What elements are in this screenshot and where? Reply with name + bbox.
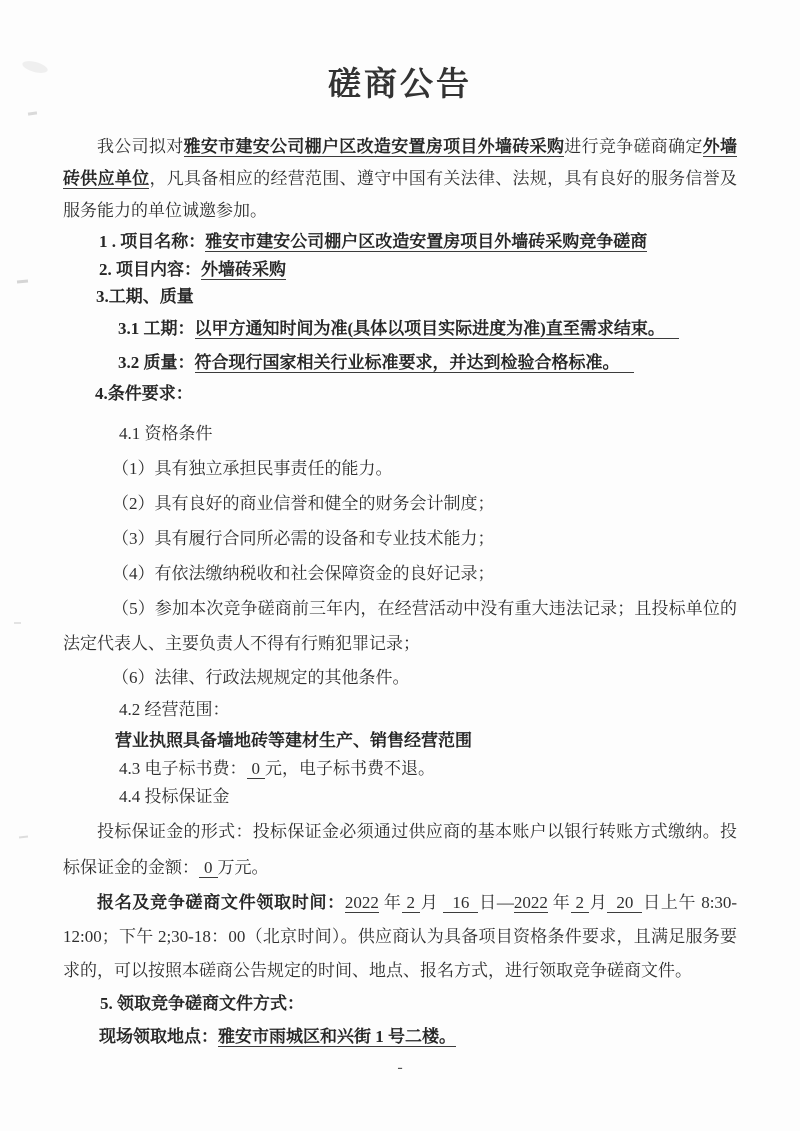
item-project-name-value: 雅安市建安公司棚户区改造安置房项目外墙砖采购竞争磋商 — [205, 232, 648, 251]
item-3-1-duration — [63, 313, 737, 344]
condition-5-text: （5）参加本次竞争磋商前三年内，在经营活动中没有重大违法记录；且投标单位的法定代表人、主要负责人不得有行贿犯罪记录； — [63, 599, 737, 653]
pickup-location-label: 现场领取地点： — [99, 1027, 218, 1046]
intro-paragraph — [63, 131, 737, 227]
section-4-heading-text: 4.条件要求： — [95, 384, 193, 403]
signup-day-2: 20 — [607, 893, 642, 913]
item-3-2-value: 符合现行国家相关行业标准要求，并达到检验合格标准。 — [195, 353, 634, 373]
condition-6-text: （6）法律、行政法规规定的其他条件。 — [112, 668, 410, 687]
signup-label: 报名及竞争磋商文件领取时间： — [97, 893, 345, 912]
document-content — [0, 58, 800, 1077]
signup-month-2: 2 — [571, 893, 590, 913]
condition-1 — [63, 451, 737, 486]
condition-6 — [63, 661, 737, 694]
page-number-mark: - — [397, 1059, 403, 1076]
scan-speck — [14, 622, 21, 624]
item-project-content — [63, 257, 737, 283]
section-4-2-heading-text: 4.2 经营范围： — [119, 700, 230, 719]
section-3-heading — [63, 283, 737, 310]
intro-text-2: 进行竞争磋商确定 — [564, 137, 703, 156]
condition-5 — [63, 591, 737, 661]
item-3-1-label: 3.1 工期： — [118, 319, 195, 338]
signup-sep-3: 日— — [478, 893, 514, 912]
deposit-paragraph — [63, 814, 737, 886]
condition-4-text: （4）有依法缴纳税收和社会保障资金的良好记录； — [112, 564, 495, 583]
condition-3-text: （3）具有履行合同所必需的设备和专业技术能力； — [112, 529, 495, 548]
business-scope-line — [63, 726, 737, 756]
section-4-1-heading-text: 4.1 资格条件 — [119, 424, 213, 443]
section-4-heading — [63, 378, 737, 409]
signup-sep-1: 年 — [378, 893, 402, 912]
condition-3 — [63, 521, 737, 556]
business-scope-text: 营业执照具备墙地砖等建材生产、销售经营范围 — [115, 731, 472, 750]
fee-amount: 0 — [247, 759, 266, 779]
condition-1-text: （1）具有独立承担民事责任的能力。 — [112, 459, 393, 478]
deposit-amount: 0 — [199, 858, 218, 878]
condition-2-text: （2）具有良好的商业信誉和健全的财务会计制度； — [112, 494, 495, 513]
section-4-3-fee — [63, 756, 737, 782]
item-project-content-value: 外墙砖采购 — [201, 260, 286, 279]
section-4-4-heading — [63, 782, 737, 811]
signup-paragraph — [63, 886, 737, 988]
intro-text-1: 我公司拟对 — [97, 137, 184, 156]
condition-4 — [63, 556, 737, 591]
intro-text-3: ，凡具备相应的经营范围、遵守中国有关法律、法规，具有良好的服务信誉及服务能力的单位诚邀参加。 — [63, 169, 738, 220]
condition-2 — [63, 486, 737, 521]
section-3-heading-text: 3.工期、质量 — [96, 287, 194, 306]
section-5-heading — [63, 988, 737, 1020]
item-project-name — [63, 229, 737, 255]
item-3-2-quality — [63, 347, 737, 378]
deposit-text: 投标保证金的形式：投标保证金必须通过供应商的基本账户以银行转账方式缴纳。投标保证金的金额： — [63, 822, 737, 877]
section-4-4-heading-text: 4.4 投标保证金 — [119, 787, 230, 806]
pickup-location-line — [63, 1020, 737, 1053]
signup-month-1: 2 — [402, 893, 421, 913]
signup-rest: 日上午 8:30-12:00；下午 2;30-18：00（北京时间）。供应商认为具备项目资格条件要求，且满足服务要求的，可以按照本磋商公告规定的时间、地点、报名方式，进行领取竞争磋商文件。 — [63, 893, 738, 980]
signup-year-1: 2022 — [344, 893, 379, 912]
signup-sep-2: 月 — [420, 893, 444, 912]
section-4-3-label: 4.3 电子标书费： — [119, 759, 247, 778]
signup-sep-4: 年 — [547, 893, 571, 912]
item-3-2-label: 3.2 质量： — [118, 353, 195, 372]
project-name-inline: 雅安市建安公司棚户区改造安置房项目外墙砖采购 — [183, 137, 565, 156]
supplier-unit-inline: 外墙砖供应单位 — [63, 137, 738, 188]
item-3-1-value: 以甲方通知时间为准(具体以项目实际进度为准)直至需求结束。 — [195, 319, 679, 339]
signup-year-2: 2022 — [513, 893, 548, 912]
document-title: 磋商公告 — [328, 67, 472, 103]
deposit-unit: 万元。 — [217, 858, 269, 877]
item-project-name-label: 1 . 项目名称： — [99, 232, 206, 251]
item-project-content-label: 2. 项目内容： — [99, 260, 201, 279]
section-4-2-heading — [63, 694, 737, 726]
signup-sep-5: 月 — [589, 893, 608, 912]
section-4-3-rest: 元，电子标书费不退。 — [265, 759, 435, 778]
signup-day-1: 16 — [443, 893, 478, 913]
pickup-location-value: 雅安市雨城区和兴街 1 号二楼。 — [218, 1027, 456, 1046]
section-5-heading-text: 5. 领取竞争磋商文件方式： — [100, 994, 304, 1013]
section-4-1-heading — [63, 416, 737, 451]
